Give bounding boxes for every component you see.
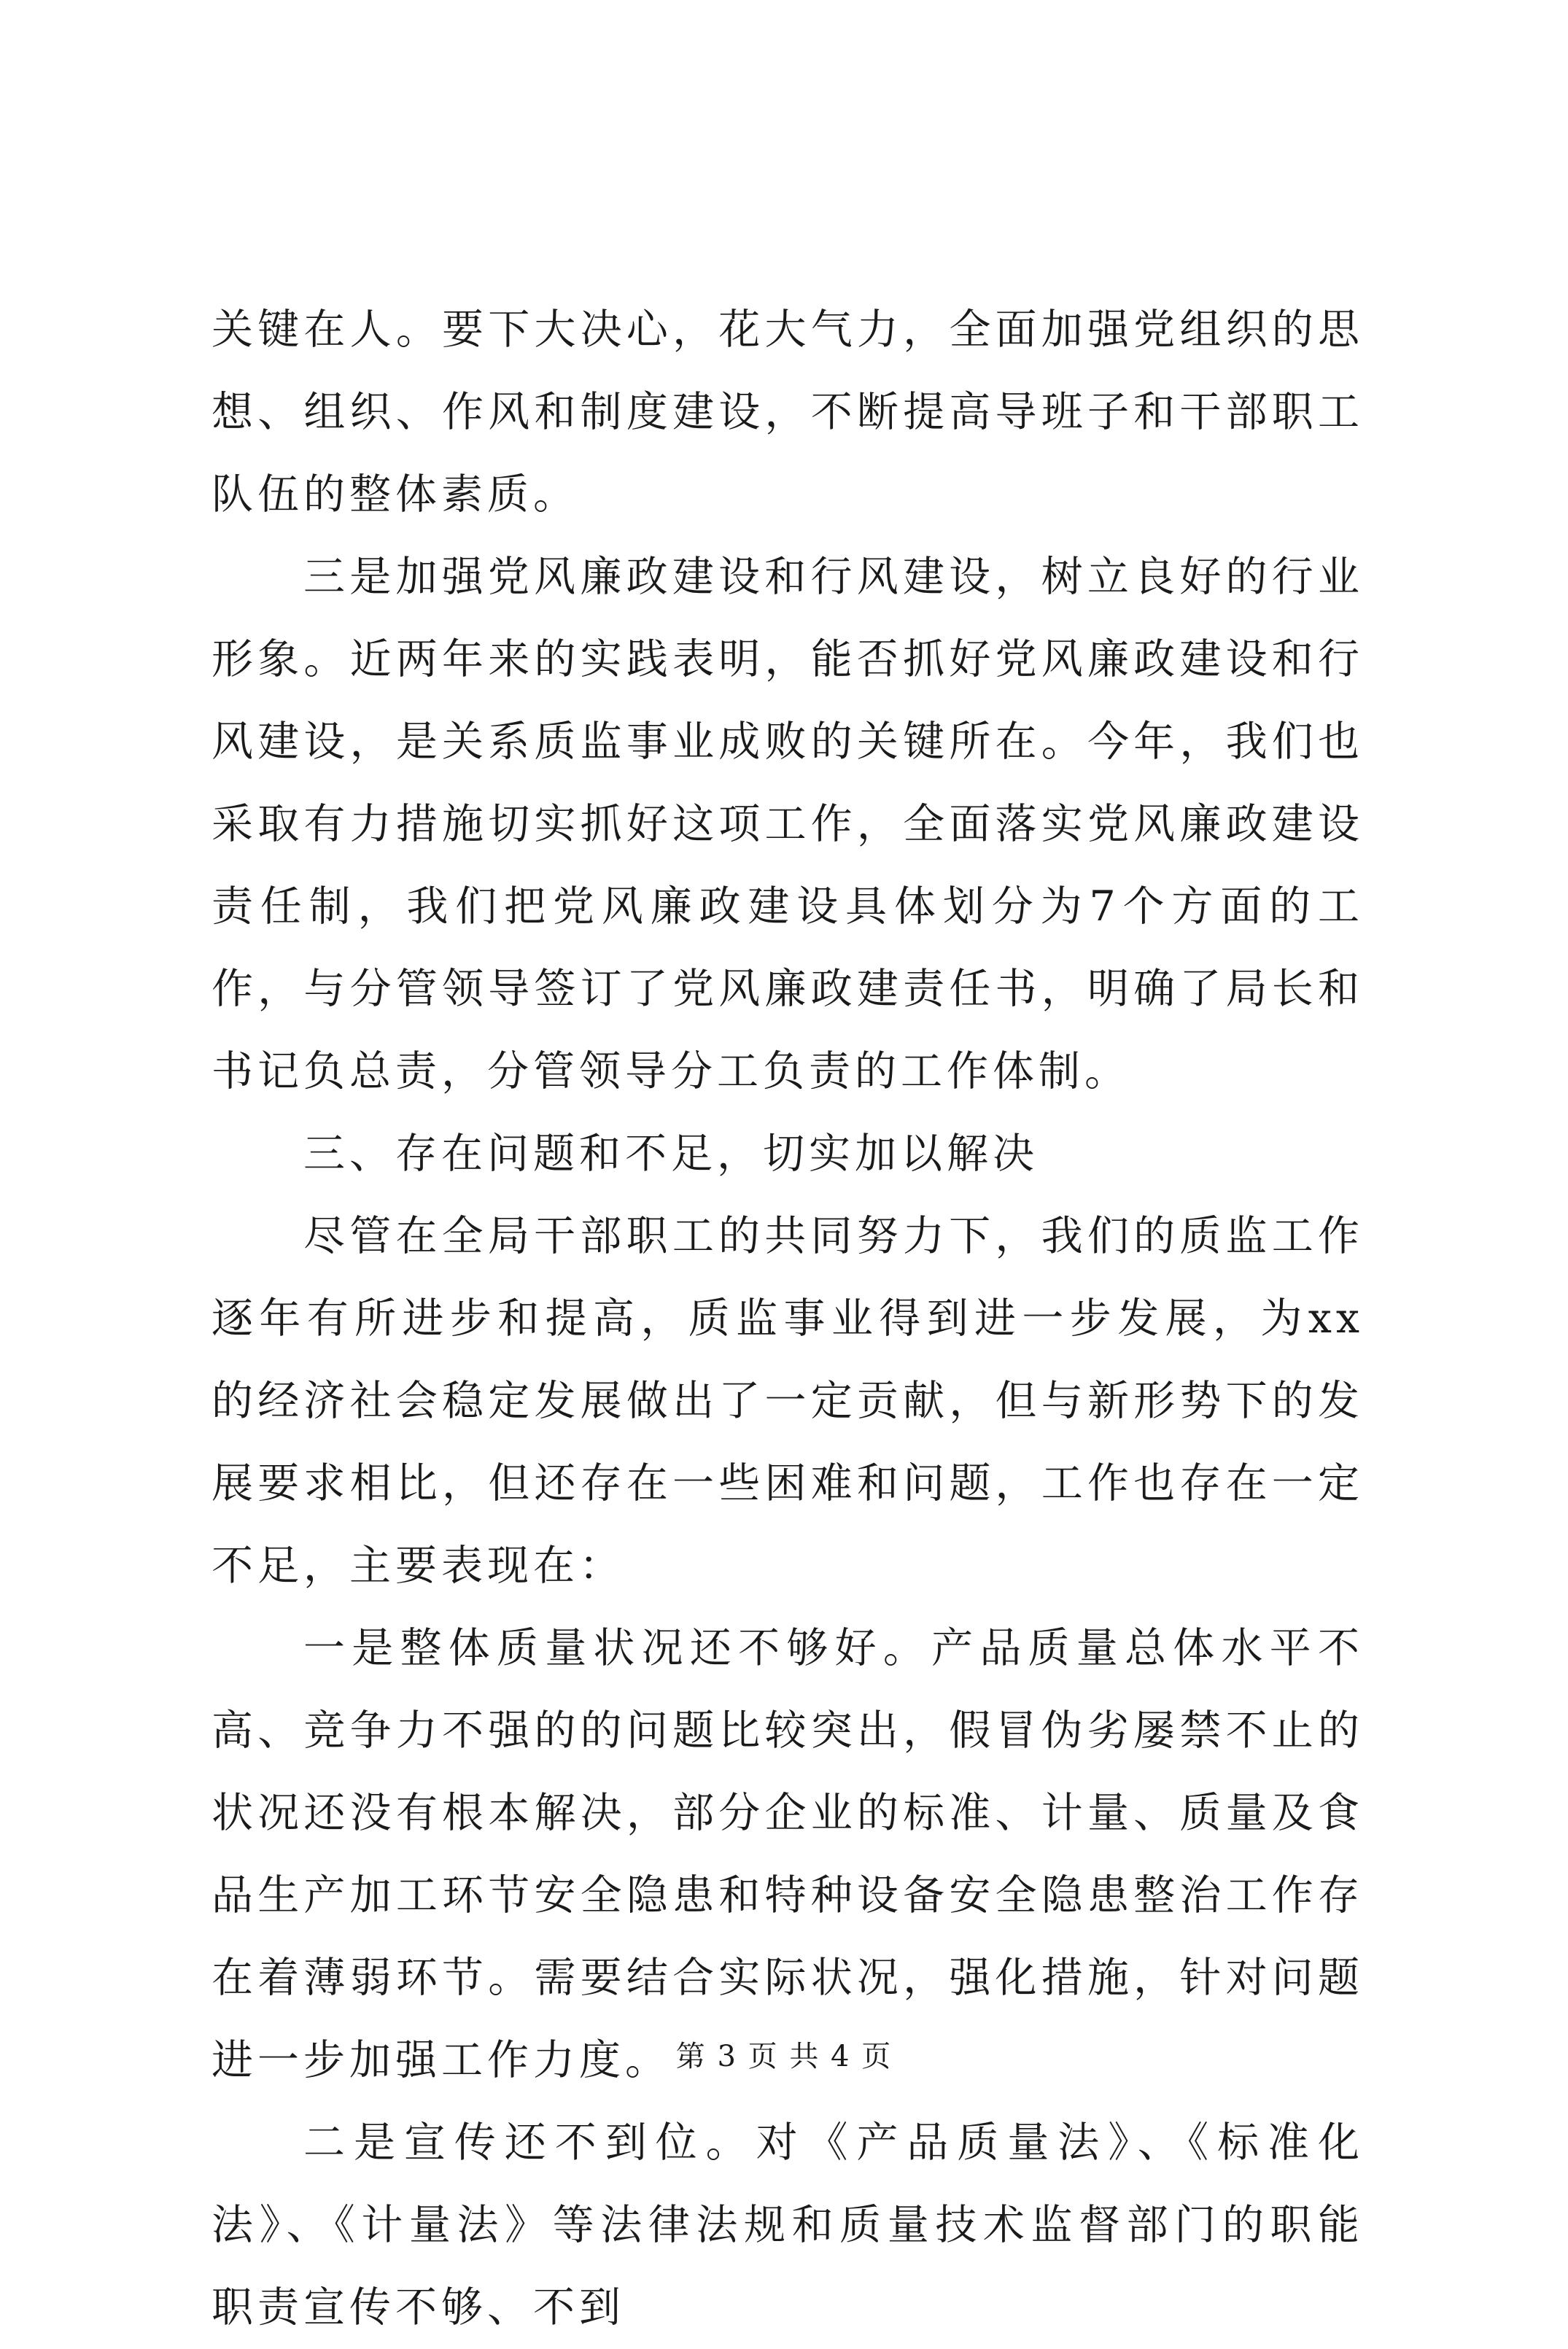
paragraph-problems-intro: 尽管在全局干部职工的共同努力下，我们的质监工作逐年有所进步和提高，质监事业得到进一步发展，为xx的经济社会稳定发展做出了一定贡献，但与新形势下的发展要求相比，但还存在一些困难和问题，工作也存在一定不足，主要表现在： [211, 1212, 1364, 1590]
page-number-footer: 第 3 页 共 4 页 [675, 2040, 893, 2073]
paragraph-quality-status: 一是整体质量状况还不够好。产品质量总体水平不高、竞争力不强的的问题比较突出，假冒伪劣屡禁不止的状况还没有根本解决，部分企业的标准、计量、质量及食品生产加工环节安全隐患和特种设备安全隐患整治工作存在着薄弱环节。需要结合实际状况，强化措施，针对问题进一步加强工作力度。 [211, 1624, 1364, 2084]
paragraph-party-conduct: 三是加强党风廉政建设和行风建设，树立良好的行业形象。近两年来的实践表明，能否抓好党风廉政建设和行风建设，是关系质监事业成败的关键所在。今年，我们也采取有力措施切实抓好这项工作，全面落实党风廉政建设责任制，我们把党风廉政建设具体划分为7个方面的工作，与分管领导签订了党风廉政建责任书，明确了局长和书记负总责，分管领导分工负责的工作体制。 [211, 553, 1364, 1095]
paragraph-publicity: 二是宣传还不到位。对《产品质量法》、《标准化法》、《计量法》等法律法规和质量技术监督部门的职能职责宣传不够、不到 [211, 2119, 1364, 2331]
section-heading-problems: 三、存在问题和不足，切实加以解决 [303, 1130, 1039, 1178]
paragraph-continuation: 关键在人。要下大决心，花大气力，全面加强党组织的思想、组织、作风和制度建设，不断提高导班子和干部职工队伍的整体素质。 [211, 306, 1364, 519]
